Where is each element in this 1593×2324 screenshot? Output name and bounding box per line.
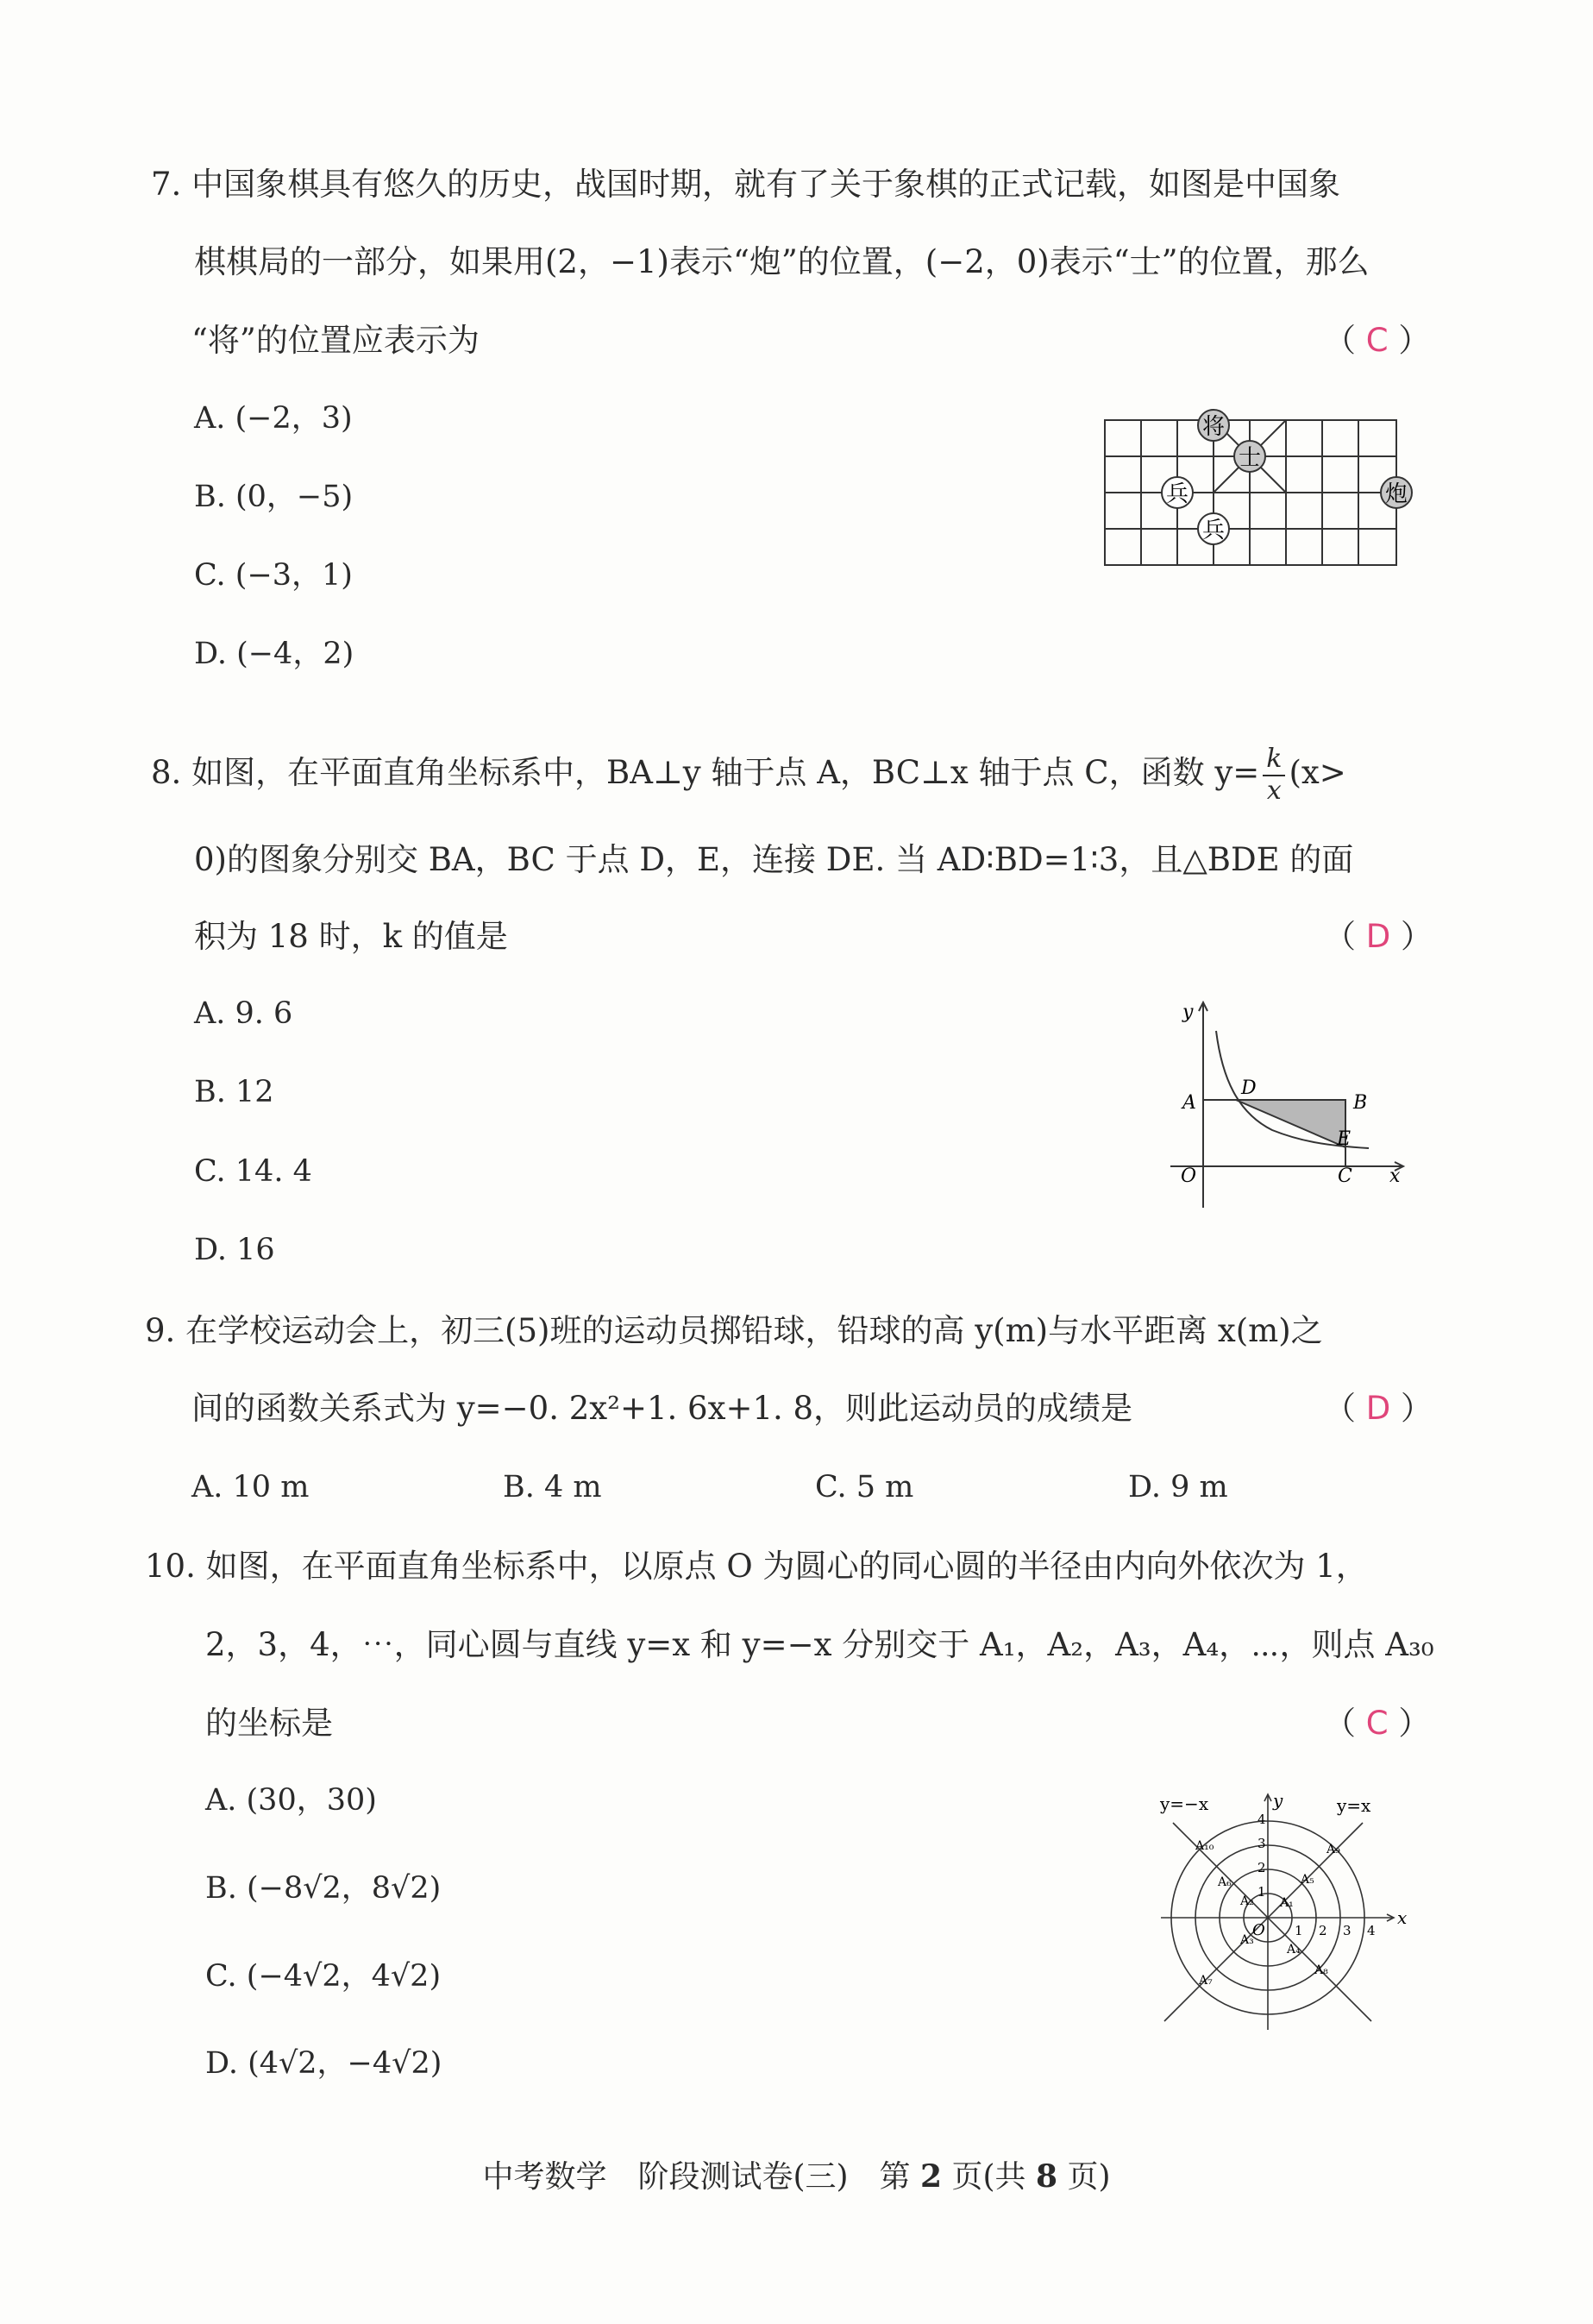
q8-frac-denominator: x <box>1266 775 1282 806</box>
piece-pao <box>1381 477 1412 508</box>
tick-x-3: 3 <box>1343 1923 1352 1938</box>
footer-title: 中考数学 阶段测试卷(三) 第 <box>482 2159 911 2195</box>
q8-line-2: 0)的图象分别交 BA，BC 于点 D，E，连接 DE. 当 AD∶BD=1∶3，且△BDE 的面 <box>194 841 1354 878</box>
q7-option-c: C. (−3，1) <box>194 558 353 593</box>
piece-jiang <box>1198 410 1229 441</box>
q9-option-a: A. 10 m <box>191 1470 310 1504</box>
tick-x-1: 1 <box>1295 1923 1303 1938</box>
q7-answer: （ C ） <box>1324 322 1431 359</box>
svg-text:士: 士 <box>1238 445 1262 471</box>
svg-text:兵: 兵 <box>1165 481 1189 507</box>
label-C: C <box>1338 1165 1352 1187</box>
q9-option-c: C. 5 m <box>815 1470 914 1504</box>
label-x: x <box>1389 1165 1401 1187</box>
q8-line-3: 积为 18 时，k 的值是 <box>194 918 508 955</box>
q8-line-1 <box>151 744 1346 806</box>
page-footer <box>0 2152 1593 2196</box>
footer-total-pages: 8 <box>1036 2158 1058 2195</box>
q10-line-2: 2，3，4，⋯，同心圆与直线 y=x 和 y=−x 分别交于 A₁，A₂，A₃，A₄，⋯，则点 A₃₀ <box>205 1626 1434 1663</box>
q7-line-3: “将”的位置应表示为 <box>191 322 480 359</box>
q7-line-2: 棋棋局的一部分，如果用(2，−1)表示“炮”的位置，(−2，0)表示“士”的位置，那么 <box>194 243 1370 280</box>
q9-line-2: 间的函数关系式为 y=−0. 2x²+1. 6x+1. 8，则此运动员的成绩是 <box>191 1390 1133 1427</box>
q7-option-a: A. (−2，3) <box>194 401 353 436</box>
label-y: y <box>1182 1002 1194 1023</box>
footer-mid: 页(共 <box>951 2159 1026 2195</box>
label-A: A <box>1182 1092 1196 1114</box>
q8-answer-letter: D <box>1365 918 1391 955</box>
label-y-neg-x: y=−x <box>1160 1793 1209 1814</box>
piece-bing-2 <box>1198 513 1229 544</box>
q7-answer-letter: C <box>1365 322 1389 359</box>
point-a2: A₂ <box>1240 1894 1254 1908</box>
q10-option-c: C. (−4√2，4√2) <box>205 1959 442 1994</box>
q8-option-b: B. 12 <box>194 1075 274 1109</box>
point-a9: A₉ <box>1326 1843 1340 1856</box>
point-a10: A₁₀ <box>1195 1839 1214 1853</box>
point-a8: A₈ <box>1314 1963 1328 1977</box>
q7-line-1: 7. 中国象棋具有悠久的历史，战国时期，就有了关于象棋的正式记载，如图是中国象 <box>151 166 1341 203</box>
point-a1: A₁ <box>1280 1896 1294 1910</box>
q8-frac-numerator: k <box>1263 744 1285 776</box>
q9-answer-letter: D <box>1365 1390 1391 1427</box>
q8-option-d: D. 16 <box>194 1233 275 1267</box>
tick-y-4: 4 <box>1257 1812 1266 1827</box>
tick-y-3: 3 <box>1257 1836 1266 1851</box>
q8-answer: （ D ） <box>1324 918 1433 955</box>
label-D: D <box>1241 1077 1257 1099</box>
point-a4: A₄ <box>1287 1943 1301 1957</box>
q8-func-tail: (x> <box>1289 754 1346 791</box>
point-a3: A₃ <box>1240 1933 1254 1947</box>
q8-line-1-text: 8. 如图，在平面直角坐标系中，BA⊥y 轴于点 A，BC⊥x 轴于点 C，函数 y= <box>151 754 1260 791</box>
q10-line-3: 的坐标是 <box>205 1705 333 1742</box>
label-E: E <box>1337 1128 1352 1150</box>
q9-answer: （ D ） <box>1324 1390 1433 1427</box>
q7-option-b: B. (0，−5) <box>194 480 354 514</box>
piece-bing-1 <box>1162 477 1193 508</box>
piece-shi <box>1234 441 1265 472</box>
svg-text:将: 将 <box>1201 414 1226 440</box>
footer-end: 页) <box>1067 2159 1111 2195</box>
q10-option-a: A. (30，30) <box>205 1783 377 1818</box>
svg-text:炮: 炮 <box>1384 481 1408 507</box>
q9-line-1: 9. 在学校运动会上，初三(5)班的运动员掷铅球，铅球的高 y(m)与水平距离 x(m)之 <box>145 1312 1323 1349</box>
footer-page-number: 2 <box>919 2158 943 2195</box>
hyperbola-figure <box>1169 1001 1427 1212</box>
point-a5: A₅ <box>1301 1873 1314 1887</box>
q10-answer: （ C ） <box>1324 1705 1431 1742</box>
tick-y-1: 1 <box>1257 1884 1266 1900</box>
tick-y-2: 2 <box>1257 1860 1266 1875</box>
q9-option-b: B. 4 m <box>503 1470 602 1504</box>
concentric-circles-figure <box>1156 1784 1423 2034</box>
q10-line-1: 10. 如图，在平面直角坐标系中，以原点 O 为圆心的同心圆的半径由内向外依次为 1， <box>145 1548 1368 1585</box>
svg-text:兵: 兵 <box>1201 518 1226 543</box>
q8-option-a: A. 9. 6 <box>194 996 293 1031</box>
q10-option-d: D. (4√2，−4√2) <box>205 2046 442 2081</box>
label-O: O <box>1181 1165 1197 1187</box>
tick-x-4: 4 <box>1367 1923 1376 1938</box>
axis-label-x: x <box>1397 1907 1408 1928</box>
q10-answer-letter: C <box>1365 1705 1389 1742</box>
label-y-x: y=x <box>1337 1795 1371 1816</box>
q7-option-d: D. (−4，2) <box>194 637 354 671</box>
axis-label-y: y <box>1273 1790 1283 1811</box>
q8-option-c: C. 14. 4 <box>194 1154 312 1189</box>
q10-option-b: B. (−8√2，8√2) <box>205 1871 442 1906</box>
point-a7: A₇ <box>1199 1974 1213 1988</box>
chess-board-figure <box>1100 401 1423 574</box>
axis-label-o: O <box>1252 1921 1265 1939</box>
tick-x-2: 2 <box>1319 1923 1327 1938</box>
q8-fraction <box>1263 744 1285 806</box>
label-B: B <box>1353 1092 1368 1114</box>
point-a6: A₆ <box>1218 1875 1232 1889</box>
q9-option-d: D. 9 m <box>1128 1470 1228 1504</box>
